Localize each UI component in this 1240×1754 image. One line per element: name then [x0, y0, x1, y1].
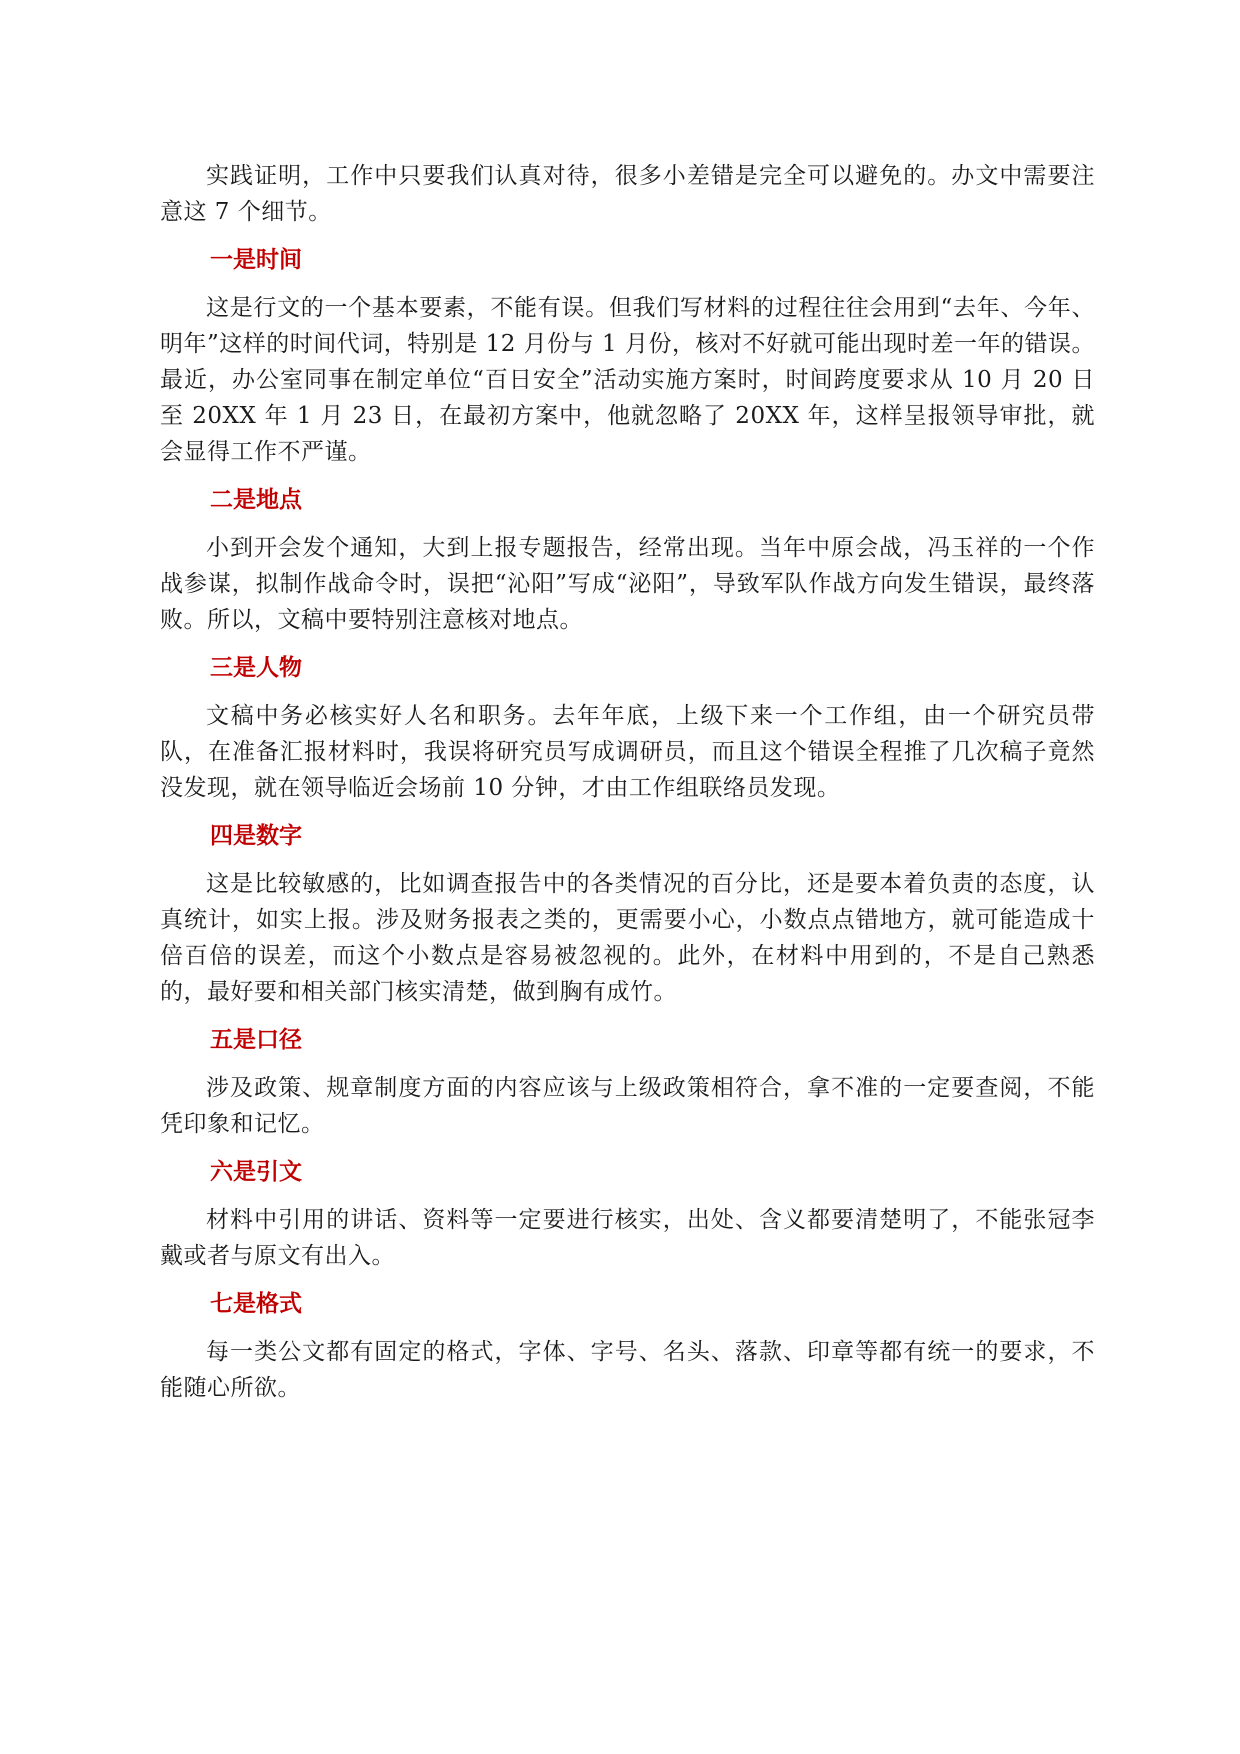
document-body: [160, 158, 1095, 1406]
section-body-format: 每一类公文都有固定的格式，字体、字号、名头、落款、印章等都有统一的要求，不能随心所欲。: [160, 1339, 1095, 1401]
section-heading-time: 一是时间: [210, 247, 302, 273]
section-heading-location: 二是地点: [210, 487, 302, 513]
section-heading-citation: 六是引文: [210, 1159, 302, 1185]
section-heading-number: 四是数字: [210, 823, 302, 849]
section-body-location: 小到开会发个通知，大到上报专题报告，经常出现。当年中原会战，冯玉祥的一个作战参谋，拟制作战命令时，误把“沁阳”写成“泌阳”，导致军队作战方向发生错误，最终落败。所以，文稿中要特别注意核对地点。: [160, 535, 1095, 633]
section-heading-person: 三是人物: [210, 655, 302, 681]
section-heading-format: 七是格式: [210, 1291, 302, 1317]
section-heading-policy: 五是口径: [210, 1027, 302, 1053]
intro-paragraph: 实践证明，工作中只要我们认真对待，很多小差错是完全可以避免的。办文中需要注意这 7 个细节。: [160, 163, 1095, 225]
section-body-time: 这是行文的一个基本要素，不能有误。但我们写材料的过程往往会用到“去年、今年、明年”这样的时间代词，特别是 12 月份与 1 月份，核对不好就可能出现时差一年的错误。最近，办公室同事在制定单位“百日安全”活动实施方案时，时间跨度要求从 10 月 20 日至 20XX 年 1 月 23 日，在最初方案中，他就忽略了 20XX 年，这样呈报领导审批，就会显得工作不严谨。: [160, 295, 1095, 465]
section-body-person: 文稿中务必核实好人名和职务。去年年底，上级下来一个工作组，由一个研究员带队，在准备汇报材料时，我误将研究员写成调研员，而且这个错误全程推了几次稿子竟然没发现，就在领导临近会场前 10 分钟，才由工作组联络员发现。: [160, 703, 1095, 801]
section-body-citation: 材料中引用的讲话、资料等一定要进行核实，出处、含义都要清楚明了，不能张冠李戴或者与原文有出入。: [160, 1207, 1095, 1269]
section-body-policy: 涉及政策、规章制度方面的内容应该与上级政策相符合，拿不准的一定要查阅，不能凭印象和记忆。: [160, 1075, 1095, 1137]
section-body-number: 这是比较敏感的，比如调查报告中的各类情况的百分比，还是要本着负责的态度，认真统计，如实上报。涉及财务报表之类的，更需要小心，小数点点错地方，就可能造成十倍百倍的误差，而这个小数点是容易被忽视的。此外，在材料中用到的，不是自己熟悉的，最好要和相关部门核实清楚，做到胸有成竹。: [160, 871, 1095, 1005]
